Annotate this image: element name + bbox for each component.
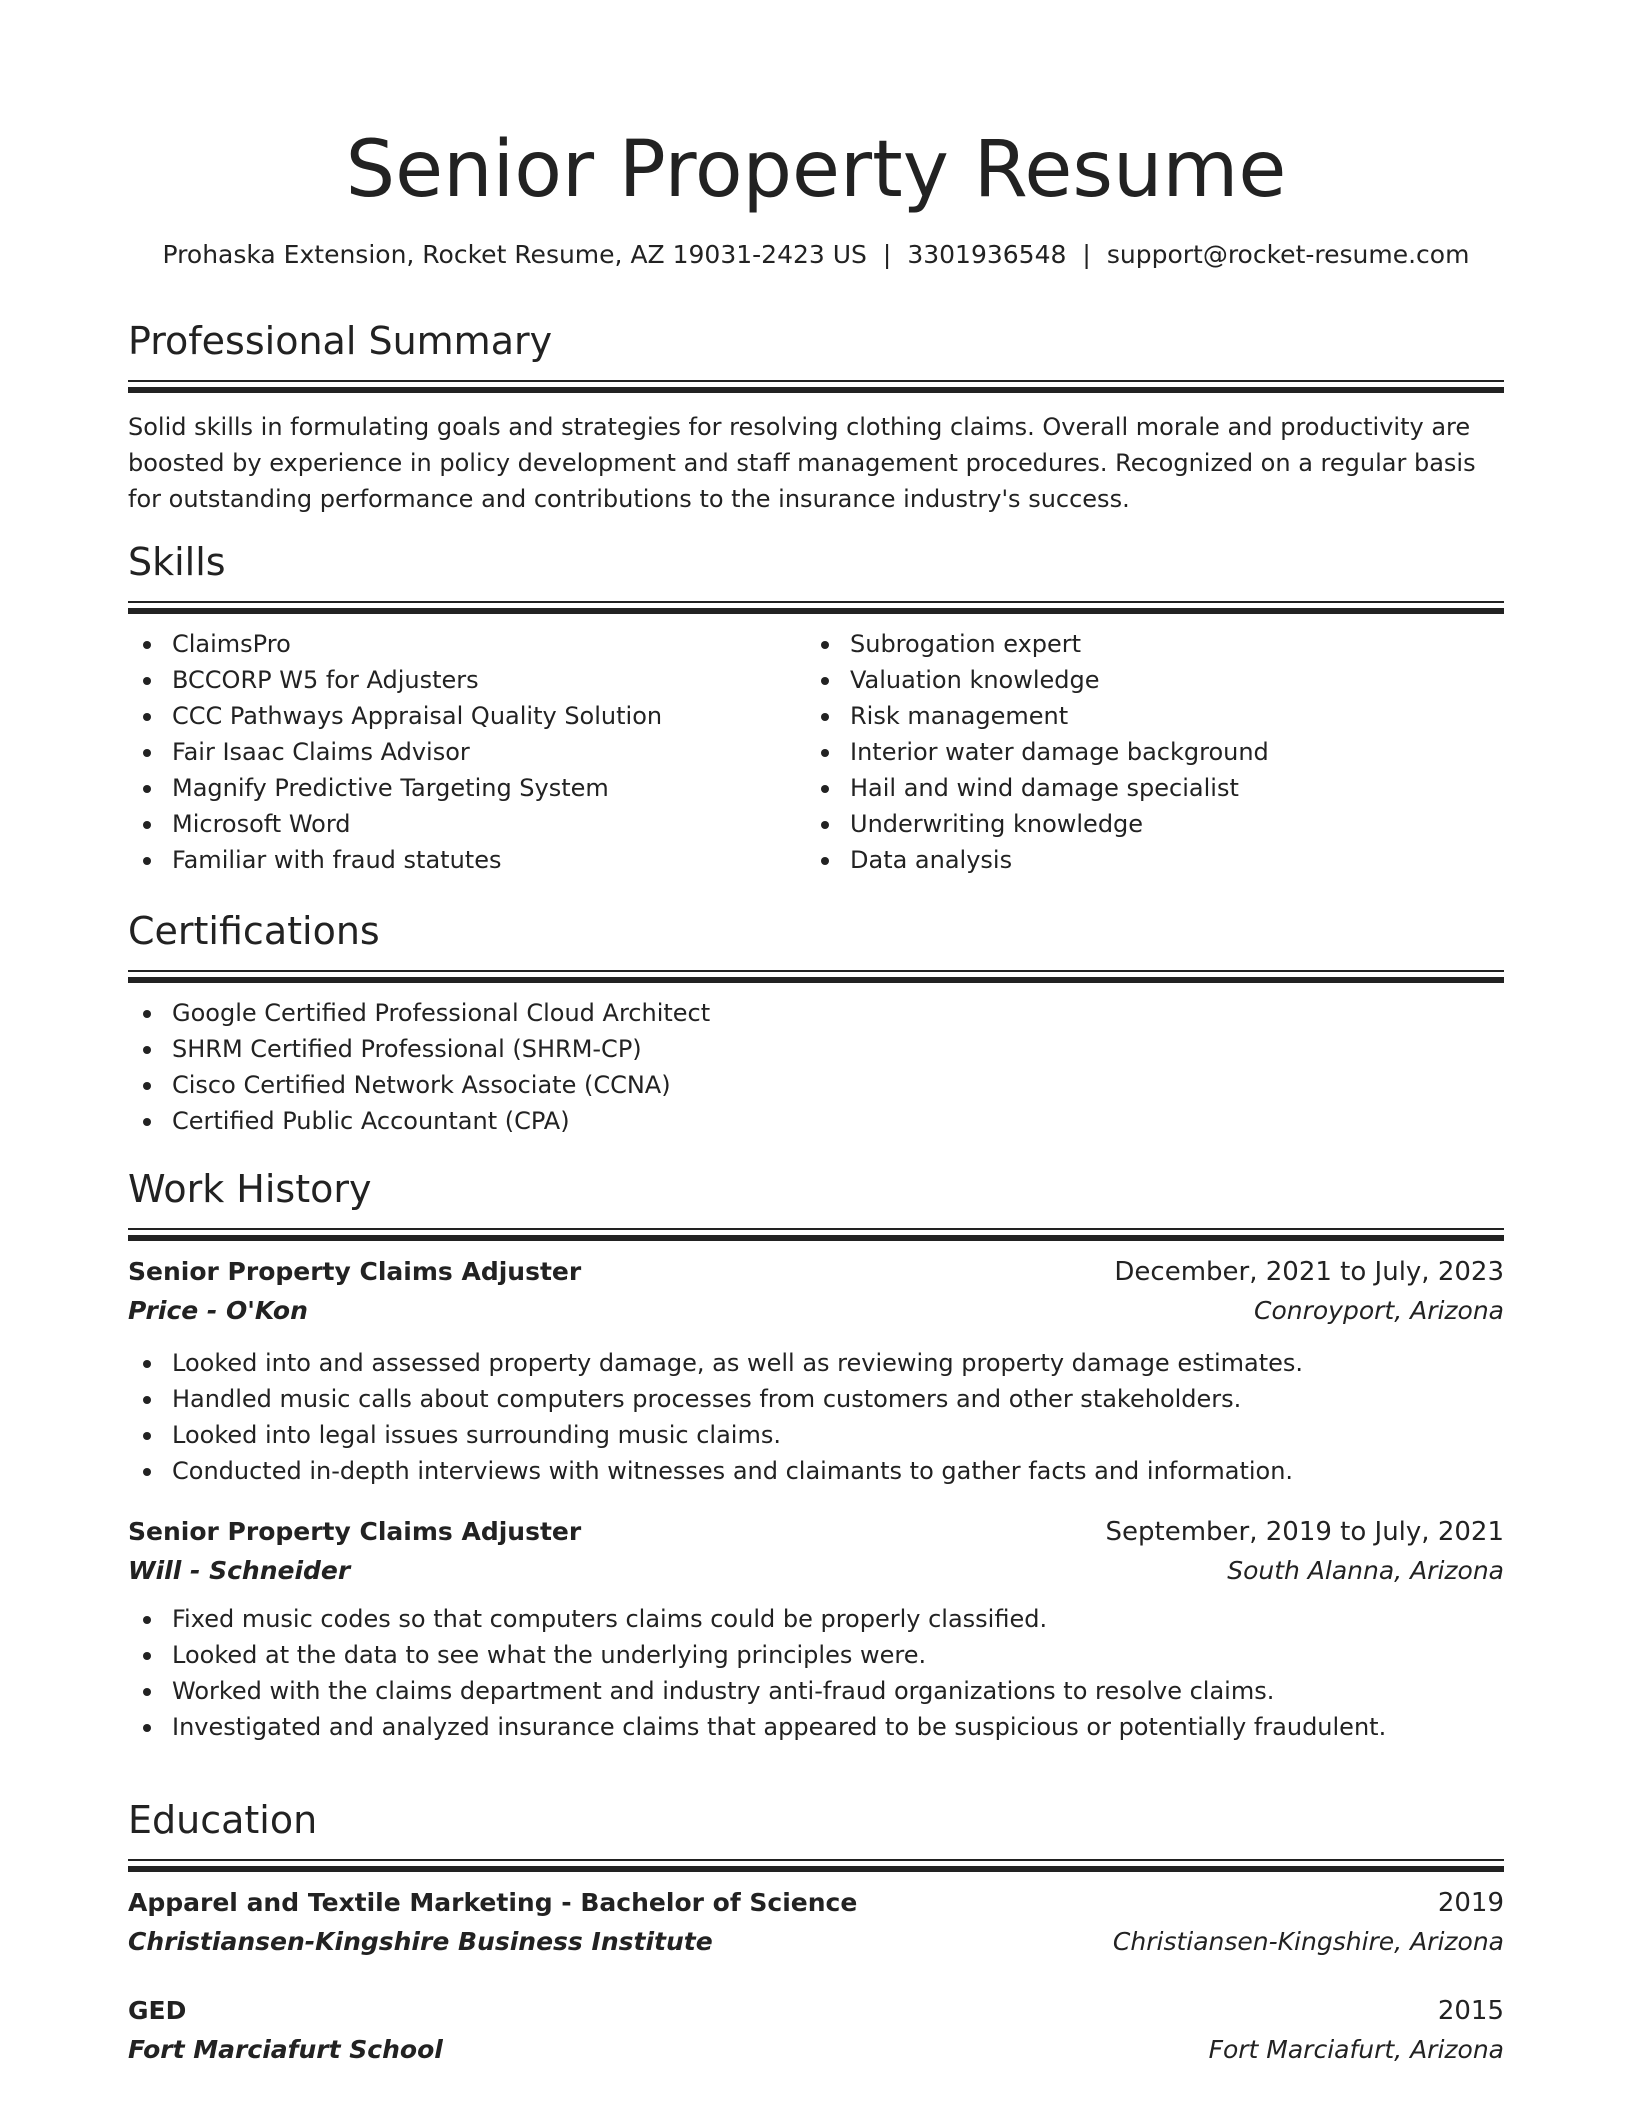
certification-item: Certified Public Accountant (CPA) (128, 1103, 1504, 1139)
section-title-education: Education (128, 1798, 318, 1842)
skill-item: Microsoft Word (128, 806, 806, 842)
skill-item: Fair Isaac Claims Advisor (128, 734, 806, 770)
skill-item: Magnify Predictive Targeting System (128, 770, 806, 806)
job-dates: December, 2021 to July, 2023 (1114, 1257, 1504, 1287)
contact-email: support@rocket-resume.com (1106, 240, 1470, 269)
section-rule (128, 1228, 1504, 1230)
skill-item: Underwriting knowledge (806, 806, 1484, 842)
education-school: Fort Marciafurt School (128, 2035, 443, 2064)
job-bullet: Looked into legal issues surrounding music claims. (128, 1417, 1504, 1453)
education-year: 2019 (1437, 1888, 1504, 1918)
skill-item: Familiar with fraud statutes (128, 842, 806, 878)
job-bullet: Looked at the data to see what the underlying principles were. (128, 1637, 1504, 1673)
job-entry (128, 1513, 1504, 1745)
section-rule-thick (128, 387, 1504, 393)
contact-phone: 3301936548 (907, 240, 1067, 269)
job-bullet: Conducted in-depth interviews with witnesses and claimants to gather facts and information. (128, 1453, 1504, 1489)
contact-separator: | (1082, 240, 1091, 269)
skills-columns (128, 626, 1504, 878)
skills-column-left (128, 626, 806, 878)
education-school: Christiansen-Kingshire Business Institute (128, 1927, 713, 1956)
certification-item: SHRM Certified Professional (SHRM-CP) (128, 1031, 1504, 1067)
job-title: Senior Property Claims Adjuster (128, 1517, 582, 1546)
skill-item: BCCORP W5 for Adjusters (128, 662, 806, 698)
section-rule-thick (128, 977, 1504, 983)
skill-item: Risk management (806, 698, 1484, 734)
education-section (128, 1797, 1504, 2070)
summary-section (128, 318, 1504, 517)
section-rule (128, 970, 1504, 972)
education-entry (128, 1884, 1504, 1962)
job-company: Will - Schneider (128, 1556, 351, 1585)
skill-item: Hail and wind damage specialist (806, 770, 1484, 806)
job-location: Conroyport, Arizona (1253, 1296, 1504, 1325)
education-location: Christiansen-Kingshire, Arizona (1112, 1927, 1504, 1956)
education-degree: Apparel and Textile Marketing - Bachelor of Science (128, 1888, 858, 1917)
job-bullet: Worked with the claims department and industry anti-fraud organizations to resolve claims. (128, 1673, 1504, 1709)
skill-item: ClaimsPro (128, 626, 806, 662)
job-bullet: Fixed music codes so that computers claims could be properly classified. (128, 1601, 1504, 1637)
certifications-list (128, 995, 1504, 1139)
education-entry (128, 1992, 1504, 2070)
section-title-summary: Professional Summary (128, 319, 553, 363)
section-rule-thick (128, 608, 1504, 614)
job-entry (128, 1253, 1504, 1489)
summary-text: Solid skills in formulating goals and strategies for resolving clothing claims. Overall morale and productivity are boosted by experience in policy development and staff management procedures. Recognized on a regular basis for outstanding performance and contributions to the insurance industry's success. (128, 413, 1476, 513)
skill-item: CCC Pathways Appraisal Quality Solution (128, 698, 806, 734)
job-bullets (128, 1345, 1504, 1489)
section-rule-thick (128, 1866, 1504, 1872)
section-title-certifications: Certifications (128, 909, 380, 953)
contact-separator: | (882, 240, 892, 269)
certifications-section (128, 908, 1504, 1139)
job-title: Senior Property Claims Adjuster (128, 1257, 582, 1286)
skill-item: Subrogation expert (806, 626, 1484, 662)
job-dates: September, 2019 to July, 2021 (1105, 1517, 1504, 1547)
job-bullet: Looked into and assessed property damage, as well as reviewing property damage estimates. (128, 1345, 1504, 1381)
certification-item: Cisco Certified Network Associate (CCNA) (128, 1067, 1504, 1103)
education-year: 2015 (1437, 1996, 1504, 2026)
contact-address: Prohaska Extension, Rocket Resume, AZ 19031-2423 US (162, 240, 867, 269)
resume-name: Senior Property Resume (345, 125, 1287, 215)
job-company: Price - O'Kon (128, 1296, 308, 1325)
section-title-work: Work History (128, 1167, 372, 1211)
skills-column-right (806, 626, 1484, 878)
education-location: Fort Marciafurt, Arizona (1208, 2035, 1504, 2064)
job-location: South Alanna, Arizona (1227, 1556, 1504, 1585)
section-rule-thick (128, 1235, 1504, 1241)
section-title-skills: Skills (128, 540, 226, 584)
education-degree: GED (128, 1996, 187, 2025)
skill-item: Data analysis (806, 842, 1484, 878)
job-bullet: Investigated and analyzed insurance claims that appeared to be suspicious or potentially fraudulent. (128, 1709, 1504, 1745)
job-bullets (128, 1601, 1504, 1745)
section-rule (128, 601, 1504, 603)
contact-line (128, 238, 1504, 272)
skills-section (128, 539, 1504, 878)
section-rule (128, 380, 1504, 382)
section-rule (128, 1859, 1504, 1861)
resume-page (128, 0, 1504, 2064)
job-bullet: Handled music calls about computers processes from customers and other stakeholders. (128, 1381, 1504, 1417)
skill-item: Valuation knowledge (806, 662, 1484, 698)
skill-item: Interior water damage background (806, 734, 1484, 770)
certification-item: Google Certified Professional Cloud Architect (128, 995, 1504, 1031)
work-section (128, 1166, 1504, 1745)
